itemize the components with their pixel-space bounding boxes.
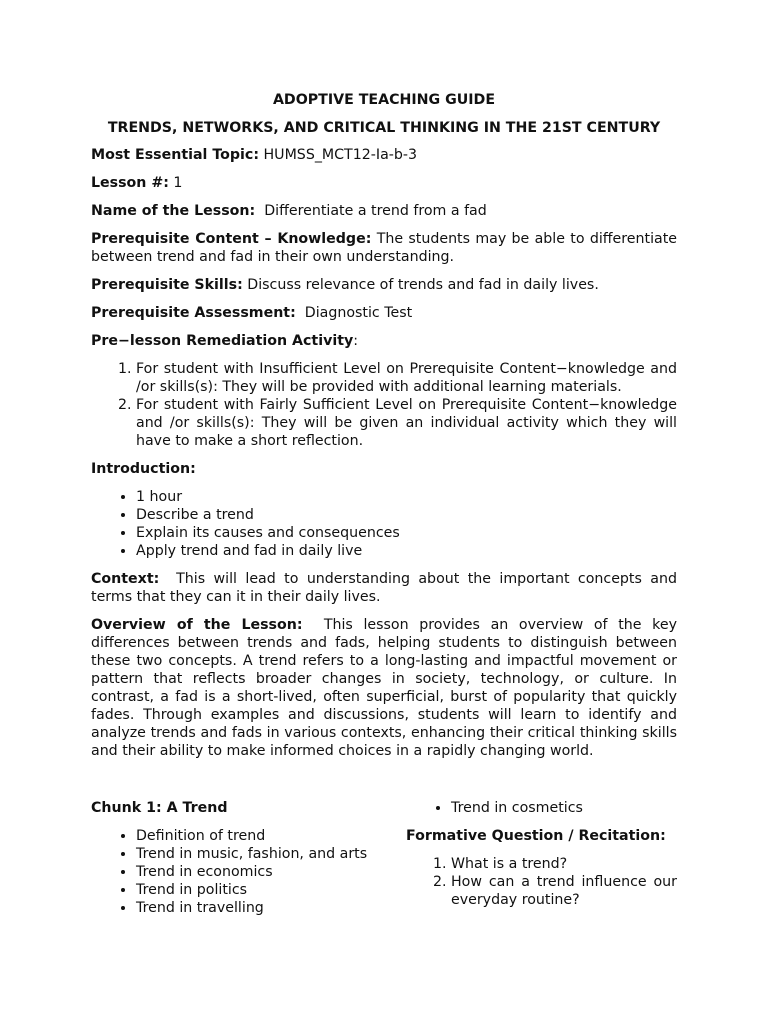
remediation-heading <box>91 332 677 350</box>
overview-field <box>91 616 677 760</box>
lesson-name-value: Differentiate a trend from a fad <box>264 203 487 219</box>
prereq-content-value: The students may be able to differentiate between trend and fad in their own understanding. <box>91 231 678 265</box>
remediation-colon: : <box>353 333 359 349</box>
context-field <box>91 570 677 606</box>
introduction-label: Introduction: <box>91 461 196 477</box>
topic-field <box>91 146 677 164</box>
prereq-assessment-value: Diagnostic Test <box>304 305 413 321</box>
chunk1-label: Chunk 1: A Trend <box>91 800 228 816</box>
list-item: • Trend in travelling <box>136 899 371 917</box>
document-body <box>91 90 677 770</box>
formative-heading <box>406 827 677 845</box>
list-item: • Trend in cosmetics <box>451 799 677 817</box>
document-subtitle: TRENDS, NETWORKS, AND CRITICAL THINKING IN THE 21ST CENTURY <box>107 120 661 136</box>
list-item: • Trend in politics <box>136 881 371 899</box>
lesson-number-label: Lesson #: <box>91 175 169 191</box>
prereq-content-field <box>91 230 677 266</box>
chunk1-list-continued <box>406 799 677 817</box>
topic-value: HUMSS_MCT12-Ia-b-3 <box>263 147 418 163</box>
introduction-list <box>91 488 677 560</box>
prereq-skills-label: Prerequisite Skills: <box>91 277 243 293</box>
introduction-heading <box>91 460 677 478</box>
left-column <box>91 799 371 927</box>
chunk1-list <box>91 827 371 917</box>
list-item: • Trend in music, fashion, and arts <box>136 845 371 863</box>
list-item: • Definition of trend <box>136 827 371 845</box>
lesson-name-field <box>91 202 677 220</box>
remediation-list <box>91 360 677 450</box>
list-item: 1. For student with Insufficient Level on Prerequisite Content−knowledge and /or skills(s): They will be provided with additional learning materials. <box>136 360 677 396</box>
prereq-skills-value: Discuss relevance of trends and fad in daily lives. <box>247 277 599 293</box>
list-item: 2. How can a trend influence our everyday routine? <box>451 873 677 909</box>
prereq-content-label: Prerequisite Content – Knowledge: <box>91 231 372 247</box>
right-column <box>406 799 677 919</box>
list-item: • 1 hour <box>136 488 677 506</box>
lesson-number-field <box>91 174 677 192</box>
topic-label: Most Essential Topic: <box>91 147 259 163</box>
prereq-skills-field <box>91 276 677 294</box>
overview-label: Overview of the Lesson: <box>91 617 303 633</box>
list-item: 2. For student with Fairly Sufficient Level on Prerequisite Content−knowledge and /or skills(s): They will be given an individual activity which they will have to make a short reflection. <box>136 396 677 450</box>
prereq-assessment-field <box>91 304 677 322</box>
document-title: ADOPTIVE TEACHING GUIDE <box>272 92 496 108</box>
context-value: This will lead to understanding about the important concepts and terms that they can it in their daily lives. <box>91 571 677 605</box>
lesson-number-value: 1 <box>173 175 183 191</box>
list-item: • Explain its causes and consequences <box>136 524 677 542</box>
list-item: • Trend in economics <box>136 863 371 881</box>
formative-label: Formative Question / Recitation: <box>406 828 666 844</box>
lesson-name-label: Name of the Lesson: <box>91 203 256 219</box>
chunk1-heading <box>91 799 371 817</box>
list-item: • Describe a trend <box>136 506 677 524</box>
list-item: 1. What is a trend? <box>451 855 677 873</box>
overview-value: This lesson provides an overview of the key differences between trends and fads, helping students to distinguish between these two concepts. A trend refers to a long-lasting and impactful movement or pattern that reflects broader changes in society, technology, or culture. In contrast, a fad is a short-lived, often superficial, burst of popularity that quickly fades. Through examples and discussions, students will learn to identify and analyze trends and fads in various contexts, enhancing their critical thinking skills and their ability to make informed choices in a rapidly changing world. <box>91 617 677 759</box>
remediation-label: Pre−lesson Remediation Activity <box>91 333 354 349</box>
formative-list <box>406 855 677 909</box>
context-label: Context: <box>91 571 160 587</box>
list-item: • Apply trend and fad in daily live <box>136 542 677 560</box>
prereq-assessment-label: Prerequisite Assessment: <box>91 305 296 321</box>
